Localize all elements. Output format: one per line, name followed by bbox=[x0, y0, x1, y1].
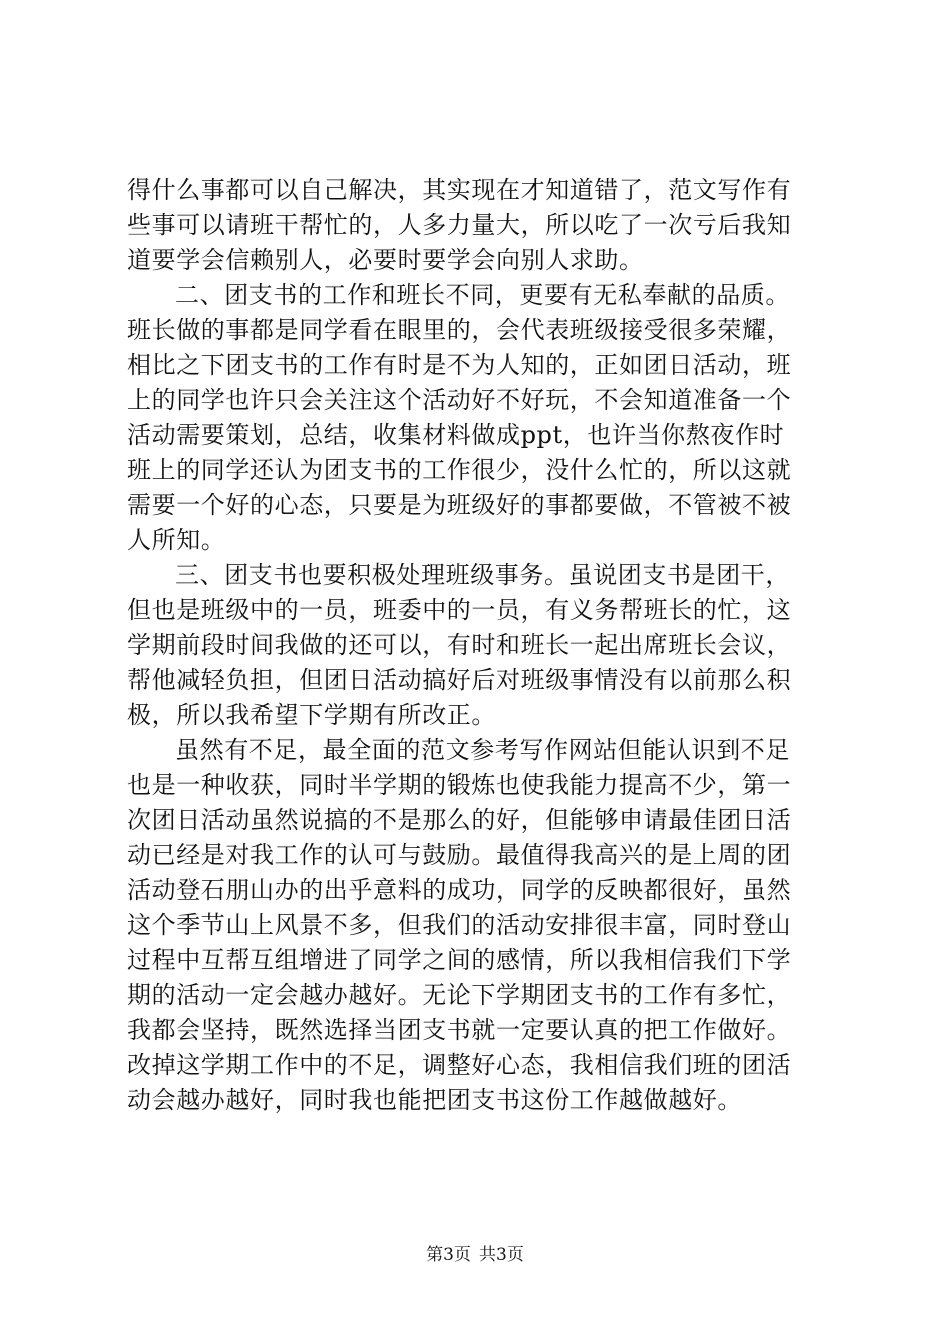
text-line: 道要学会信赖别人，必要时要学会向别人求助。 bbox=[127, 246, 644, 274]
text-line: 需要一个好的心态，只要是为班级好的事都要做，不管被不被 bbox=[127, 491, 792, 519]
text-line: 次团日活动虽然说搞的不是那么的好，但能够申请最佳团日活 bbox=[127, 806, 792, 834]
paragraph-point-two bbox=[127, 278, 827, 558]
text-line: 动会越办越好，同时我也能把团支书这份工作越做越好。 bbox=[127, 1086, 742, 1114]
page-footer bbox=[0, 1244, 950, 1266]
text-line: 上的同学也许只会关注这个活动好不好玩，不会知道准备一个 bbox=[127, 386, 792, 414]
text-line: 学期前段时间我做的还可以，有时和班长一起出席班长会议， bbox=[127, 631, 792, 659]
paragraph-point-three bbox=[127, 558, 827, 733]
text-line: 帮他减轻负担，但团日活动搞好后对班级事情没有以前那么积 bbox=[127, 666, 792, 694]
text-line: 期的活动一定会越办越好。无论下学期团支书的工作有多忙， bbox=[127, 981, 792, 1009]
text-line: 动已经是对我工作的认可与鼓励。最值得我高兴的是上周的团 bbox=[127, 841, 792, 869]
text-line: 但也是班级中的一员，班委中的一员，有义务帮班长的忙，这 bbox=[127, 596, 792, 624]
text-line: 改掉这学期工作中的不足，调整好心态，我相信我们班的团活 bbox=[127, 1051, 792, 1079]
page-total: 共3页 bbox=[479, 1245, 524, 1265]
document-body bbox=[127, 173, 827, 1118]
text-line: 三、团支书也要积极处理班级事务。虽说团支书是团干， bbox=[175, 561, 790, 589]
page-number: 第3页 bbox=[426, 1245, 471, 1265]
text-line: 也是一种收获，同时半学期的锻炼也使我能力提高不少，第一 bbox=[127, 771, 792, 799]
text-line: 虽然有不足，最全面的范文参考写作网站但能认识到不足 bbox=[175, 736, 790, 764]
text-line: 活动登石朋山办的出乎意料的成功，同学的反映都很好，虽然 bbox=[127, 876, 792, 904]
text-line: 极，所以我希望下学期有所改正。 bbox=[127, 701, 496, 729]
text-line: 二、团支书的工作和班长不同，更要有无私奉献的品质。 bbox=[175, 281, 790, 309]
paragraph-conclusion bbox=[127, 733, 827, 1118]
text-line: 班长做的事都是同学看在眼里的，会代表班级接受很多荣耀， bbox=[127, 316, 792, 344]
text-line: 活动需要策划，总结，收集材料做成ppt，也许当你熬夜作时 bbox=[127, 421, 785, 449]
text-line: 班上的同学还认为团支书的工作很少，没什么忙的，所以这就 bbox=[127, 456, 792, 484]
text-line: 人所知。 bbox=[127, 526, 226, 554]
text-line: 些事可以请班干帮忙的，人多力量大，所以吃了一次亏后我知 bbox=[127, 211, 792, 239]
text-line: 相比之下团支书的工作有时是不为人知的，正如团日活动，班 bbox=[127, 351, 792, 379]
text-line: 这个季节山上风景不多，但我们的活动安排很丰富，同时登山 bbox=[127, 911, 792, 939]
text-line: 过程中互帮互组增进了同学之间的感情，所以我相信我们下学 bbox=[127, 946, 792, 974]
paragraph-continuation bbox=[127, 173, 827, 278]
text-line: 我都会坚持，既然选择当团支书就一定要认真的把工作做好。 bbox=[127, 1016, 792, 1044]
text-line: 得什么事都可以自己解决，其实现在才知道错了，范文写作有 bbox=[127, 176, 792, 204]
